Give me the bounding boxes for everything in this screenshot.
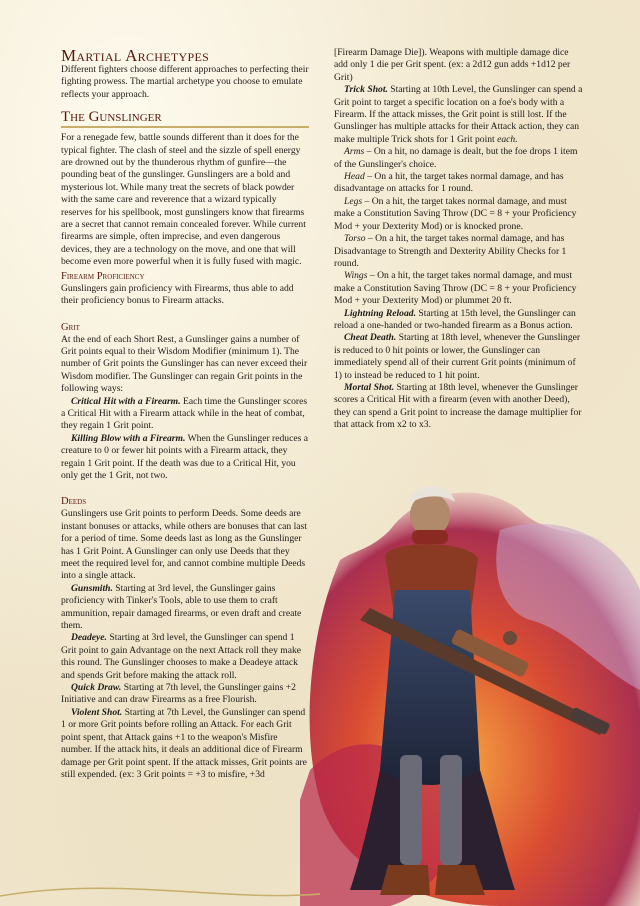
deeds-heading: Deeds [61, 496, 87, 508]
violent-shot-continued: [Firearm Damage Die]). Weapons with multiple damage dice add only 1 die per Grit spent. (ex: a 2d12 gun adds +1d12 per Grit) [334, 47, 571, 83]
deed-violent-shot [61, 707, 309, 781]
deed-trick-shot [334, 84, 584, 146]
grit-text: At the end of each Short Rest, a Gunslinger gains a number of Grit points equal to their Wisdom Modifier (minimum 1). The number of Grit points the Gunslinger has can never exceed their Wisdom modifier. The Gunslinger can regain Grit points in the following ways: [61, 333, 308, 395]
cheat-death-label: Cheat Death. [344, 332, 397, 344]
grit-critical-hit [61, 396, 309, 433]
head-text: – On a hit, the target takes normal damage, and has disadvantage on attacks for 1 round. [334, 171, 564, 195]
chapter-title: Martial Archetypes [61, 46, 210, 65]
trick-arms [334, 146, 584, 171]
deadeye-label: Deadeye. [71, 632, 107, 644]
trick-shot-text: Starting at 10th Level, the Gunslinger can spend a Grit point to target a specific location on a foe's body with a Firearm. If the attack misses, the Grit point is still lost. If the Gunslinger has multiple attacks for their Attack action, they can make multiple Trick shots for 1 Grit point [334, 84, 583, 145]
wings-label: Wings [344, 270, 368, 282]
gunslinger-illustration [300, 470, 640, 906]
page-footer-ornament [0, 866, 640, 906]
deed-mortal-shot [334, 382, 584, 432]
wings-text: – On a hit, the target takes normal damage, and must make a Constitution Saving Throw (DC = 8 + your Proficiency Mod + your Dexterity Mod) or plummet 20 ft. [334, 270, 577, 307]
deeds-text: Gunslingers use Grit points to perform Deeds. Some deeds are instant bonuses or attacks, while others are bonuses that can last for a period of time. Some deeds last as long as the Gunslinger has 1 Grit Point. A Gunslinger can only use Deeds that they meet the required level for, and cannot combine multiple Deeds into a single attack. [61, 508, 307, 582]
violent-shot-label: Violent Shot. [71, 706, 123, 718]
deadeye-text: Starting at 3rd level, the Gunslinger can spend 1 Grit point to gain Advantage on the next Attack roll they make this round. The Gunslinger chooses to make a Deadeye attack and spends Grit before making the attack roll. [61, 632, 302, 681]
legs-label: Legs [344, 195, 363, 207]
torso-label: Torso [344, 233, 366, 245]
deed-gunsmith [61, 583, 309, 633]
deed-quick-draw [61, 682, 309, 707]
trick-torso [334, 233, 584, 270]
cheat-death-text: Starting at 18th level, whenever the Gunslinger is reduced to 0 hit points or lower, the Gunslinger can immediately spend all of their current Grit points (minimum of 1) to instead be reduced to 1 hit point. [334, 332, 581, 381]
gunslinger-description: For a renegade few, battle sounds different than it does for the typical fighter. The clash of steel and the sizzle of spell energy are drowned out by the thunderous rhythm of gunfire—the pounding beat of the gunslinger. Gunslingers are a bold and mysterious lot. While many treat the secrets of black powder with the same care and reverence that a wizard typically reserves for his spellbook, most gunslingers know that firearms are a secret that cannot remain concealed forever. While current firearms are simple, often imprecise, and even dangerous devices, they are a technology on the move, and one that will become even more powerful when it is fully fused with magic. [61, 132, 306, 268]
quick-draw-text: Starting at 7th level, the Gunslinger gains +2 Initiative and can draw Firearms as a free Flourish. [61, 682, 296, 706]
mortal-shot-label: Mortal Shot. [344, 381, 395, 393]
firearm-proficiency-text: Gunslingers gain proficiency with Firearms, thus able to add their proficiency bonus to Firearm attacks. [61, 282, 294, 307]
head-label: Head [344, 171, 365, 183]
trick-legs [334, 196, 584, 233]
left-column [61, 47, 309, 781]
right-column [334, 47, 584, 432]
deed-lightning-reload [334, 308, 584, 333]
gunsmith-label: Gunsmith. [71, 582, 113, 594]
killing-blow-text: When the Gunslinger reduces a creature to 0 or fewer hit points with a Firearm attack, they regain 1 Grit point. If the death was due to a Critical Hit, you only get the 1 Grit, not two. [61, 432, 309, 481]
trick-shot-label: Trick Shot. [344, 84, 388, 96]
violent-shot-text: Starting at 7th Level, the Gunslinger can spend 1 or more Grit points before rolling an Attack. For each Grit point spent, that Attack gains +1 to the weapon's Misfire number. If the attack hits, it deals an additional dice of Firearm damage per Grit point spent. If the attack misses, Grit points are still expended. (ex: 3 Grit points = +3 to misfire, +3d [61, 706, 307, 780]
quick-draw-label: Quick Draw. [71, 682, 122, 694]
torso-text: – On a hit, the target takes normal damage, and has Disadvantage to Strength and Dexterity Ability Checks for 1 round. [334, 233, 567, 269]
mortal-shot-text: Starting at 18th level, whenever the Gunslinger scores a Critical Hit with a firearm (even with another Deed), they can spend a Grit point to increase the damage multiplier for that attack from x2 to x3. [334, 381, 582, 431]
critical-hit-text: Each time the Gunslinger scores a Critical Hit with a Firearm attack while in the heat of combat, they regain 1 Grit point. [61, 395, 308, 432]
deed-cheat-death [334, 332, 584, 382]
trick-wings [334, 270, 584, 307]
legs-text: – On a hit, the target takes normal damage, and must make a Constitution Saving Throw (DC = 8 + your Proficiency Mod + your Dexterity Mod) or is knocked prone. [334, 195, 577, 232]
killing-blow-label: Killing Blow with a Firearm. [71, 432, 186, 444]
gunsmith-text: Starting at 3rd level, the Gunslinger gains proficiency with Tinker's Tools, able to use them to craft ammunition, repair damaged firearms, or even draft and create them. [61, 582, 302, 632]
arms-label: Arms [344, 146, 365, 158]
lightning-reload-text: Starting at 15th level, the Gunslinger can reload a one-handed or two-handed firearm as a Bonus action. [334, 307, 576, 331]
critical-hit-label: Critical Hit with a Firearm. [71, 395, 181, 407]
firearm-proficiency-heading: Firearm Proficiency [61, 270, 145, 282]
archetypes-intro: Different fighters choose different approaches to perfecting their fighting prowess. The martial archetype you choose to emulate reflects your approach. [61, 64, 309, 100]
deed-deadeye [61, 632, 309, 682]
grit-killing-blow [61, 433, 309, 483]
lightning-reload-label: Lightning Reload. [344, 307, 416, 319]
gunslinger-title: The Gunslinger [61, 110, 309, 128]
grit-heading: Grit [61, 321, 80, 333]
trick-shot-each: each. [497, 133, 518, 145]
trick-head [334, 171, 584, 196]
arms-text: – On a hit, no damage is dealt, but the foe drops 1 item of the Gunslinger's choice. [334, 146, 578, 170]
